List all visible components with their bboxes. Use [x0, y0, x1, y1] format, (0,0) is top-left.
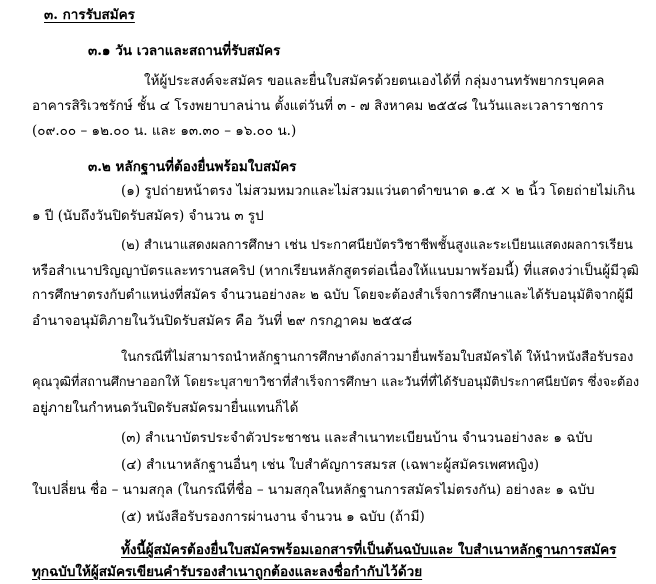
footer-note-line: ทุกฉบับให้ผู้สมัครเขียนคำรับรองสำเนาถูกต้องและลงชื่อกำกับไว้ด้วย [32, 564, 423, 580]
list-item-5-line: (๕) หนังสือรับรองการผ่านงาน จำนวน ๑ ฉบับ (ถ้ามี) [121, 509, 425, 525]
footer-note-line: ทั้งนี้ผู้สมัครต้องยื่นใบสมัครพร้อมเอกสารที่เป็นต้นฉบับและ ใบสำเนาหลักฐานการสมัคร [121, 542, 617, 558]
list-item-2-line: การศึกษาตรงกับตำแหน่งที่สมัคร จำนวนอย่างละ ๒ ฉบับ โดยจะต้องสำเร็จการศึกษาและได้รับอนุมัติจากผู้มี [32, 288, 634, 303]
list-item-2-line: (๒) สำเนาแสดงผลการศึกษา เช่น ประกาศนียบัตรวิชาชีพชั้นสูงและระเบียนแสดงผลการเรียน [121, 238, 633, 253]
list-item-1-line: ๑ ปี (นับถึงวันปิดรับสมัคร) จำนวน ๓ รูป [32, 208, 264, 224]
list-item-2-line: หรือสำเนาปริญญาบัตรและทรานสคริป (หากเรียนหลักสูตรต่อเนื่องให้แนบมาพร้อมนี้) ที่แสดงว่าเป็นผู้มีวุฒิ [32, 263, 639, 279]
subsection-heading-3-2: ๓.๒ หลักฐานที่ต้องยื่นพร้อมใบสมัคร [88, 159, 297, 175]
list-item-4-line: ใบเปลี่ยน ชื่อ – นามสกุล (ในกรณีที่ชื่อ – นามสกุลในหลักฐานการสมัครไม่ตรงกัน) อย่างละ ๑ ฉบับ [32, 482, 595, 498]
section-heading: ๓. การรับสมัคร [44, 7, 135, 23]
list-item-1-line: (๑) รูปถ่ายหน้าตรง ไม่สวมหมวกและไม่สวมแว่นตาดำขนาด ๑.๕ × ๒ นิ้ว โดยถ่ายไม่เกิน [121, 183, 635, 199]
paragraph-line: อาคารสิริเวชรักษ์ ชั้น ๔ โรงพยาบาลน่าน ตั้งแต่วันที่ ๓ - ๗ สิงหาคม ๒๕๕๘ ในวันและเวลาราชการ [32, 98, 604, 114]
paragraph-line: ให้ผู้ประสงค์จะสมัคร ขอและยื่นใบสมัครด้วยตนเองได้ที่ กลุ่มงานทรัพยากรบุคคล [144, 73, 605, 89]
note-line: ในกรณีที่ไม่สามารถนำหลักฐานการศึกษาดังกล่าวมายื่นพร้อมใบสมัครได้ ให้นำหนังสือรับรอง [121, 350, 634, 365]
list-item-3-line: (๓) สำเนาบัตรประจำตัวประชาชน และสำเนาทะเบียนบ้าน จำนวนอย่างละ ๑ ฉบับ [121, 430, 593, 446]
paragraph-line: (๐๙.๐๐ – ๑๒.๐๐ น. และ ๑๓.๓๐ – ๑๖.๐๐ น.) [32, 123, 297, 139]
note-line: คุณวุฒิที่สถานศึกษาออกให้ โดยระบุสาขาวิชาที่สำเร็จการศึกษา และวันที่ที่ได้รับอนุมัติประกาศนียบัตร ซึ่งจะต้อง [32, 375, 640, 390]
note-line: อยู่ภายในกำหนดวันปิดรับสมัครมายื่นแทนก็ได้ [32, 400, 299, 416]
list-item-4-line: (๔) สำเนาหลักฐานอื่นๆ เช่น ใบสำคัญการสมรส (เฉพาะผู้สมัครเพศหญิง) [121, 457, 539, 473]
list-item-2-line: อำนาจอนุมัติภายในวันปิดรับสมัคร คือ วันที่ ๒๙ กรกฎาคม ๒๕๕๘ [32, 313, 413, 329]
subsection-heading-3-1: ๓.๑ วัน เวลาและสถานที่รับสมัคร [88, 43, 281, 59]
